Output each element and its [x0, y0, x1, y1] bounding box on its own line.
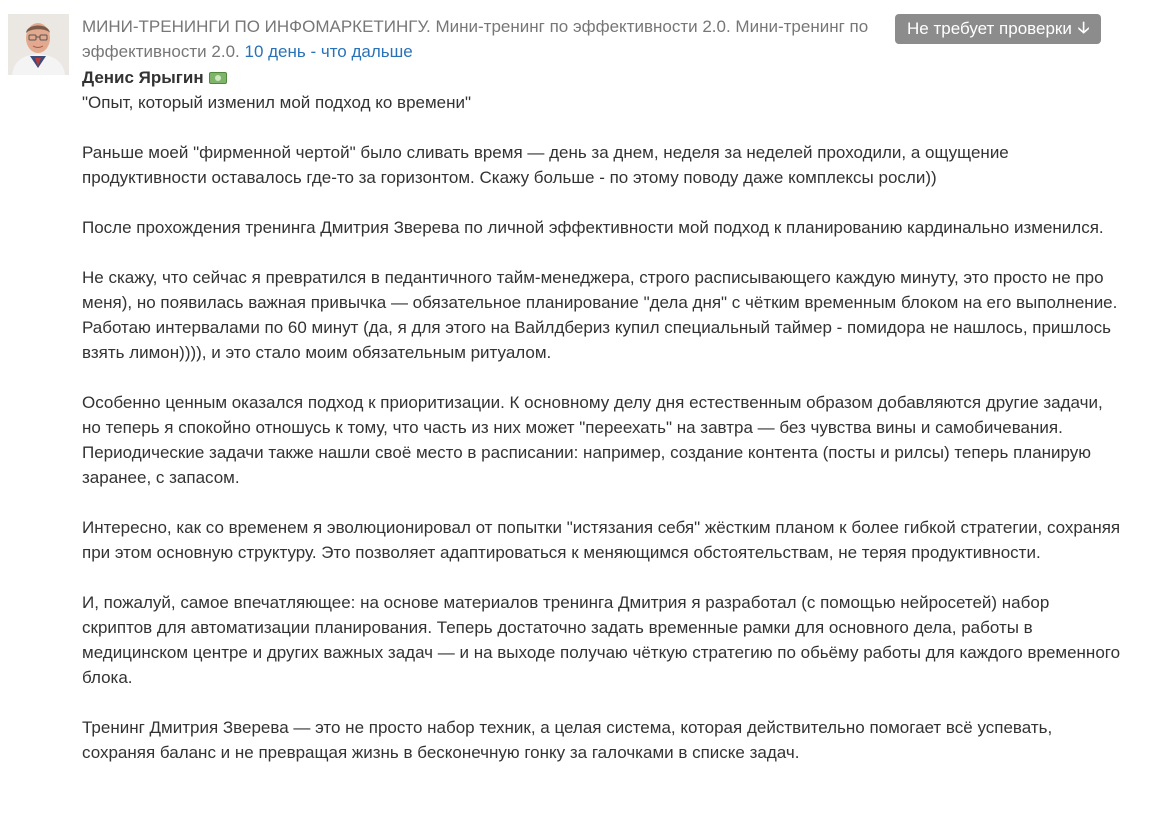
paragraph-title: "Опыт, который изменил мой подход ко времени"	[82, 93, 472, 112]
paragraph: Не скажу, что сейчас я превратился в педантичного тайм-менеджера, строго расписывающего каждую минуту, это просто не про меня), но появилась важная привычка — обязательное планирование "дела дня" с чётким временным блоком на его выполнение. Работаю интервалами по 60 минут (да, я для этого на Вайлдбериз купил специальный таймер - помидора не нашлось, пришлось взять лимон)))), и это стало моим обязательным ритуалом.	[82, 268, 1118, 362]
paragraph: Особенно ценным оказался подход к приоритизации. К основному делу дня естественным образом добавляются другие задачи, но теперь я спокойно отношусь к тому, что часть из них может "переехать" на завтра — без чувства вины и самобичевания. Периодические задачи также нашли своё место в расписании: например, создание контента (посты и рилсы) теперь планирую заранее, с запасом.	[82, 393, 1103, 487]
author-name[interactable]: Денис Ярыгин	[82, 68, 204, 87]
breadcrumb-lesson-link[interactable]: 10 день - что дальше	[244, 42, 413, 61]
post-content	[82, 14, 1122, 790]
paragraph: Интересно, как со временем я эволюционировал от попытки "истязания себя" жёстким планом к более гибкой стратегии, сохраняя при этом основную структуру. Это позволяет адаптироваться к меняющимся обстоятельствам, не теряя продуктивности.	[82, 518, 1121, 562]
review-status-label: Не требует проверки	[907, 19, 1072, 38]
paragraph: Раньше моей "фирменной чертой" было сливать время — день за днем, неделя за неделей проходили, а ощущение продуктивности оставалось где-то за горизонтом. Скажу больше - по этому поводу даже комплексы росли))	[82, 143, 1009, 187]
avatar-image	[8, 14, 69, 75]
money-icon	[209, 72, 227, 84]
review-status-button[interactable]	[895, 14, 1101, 44]
avatar[interactable]	[8, 14, 69, 75]
paragraph: Тренинг Дмитрия Зверева — это не просто набор техник, а целая система, которая действительно помогает всё успевать, сохраняя баланс и не превращая жизнь в бесконечную гонку за галочками в списке задач.	[82, 718, 1053, 762]
paragraph: После прохождения тренинга Дмитрия Зверева по личной эффективности мой подход к планированию кардинально изменился.	[82, 218, 1104, 237]
breadcrumb	[82, 14, 902, 64]
paragraph: И, пожалуй, самое впечатляющее: на основе материалов тренинга Дмитрия я разработал (с помощью нейросетей) набор скриптов для автоматизации планирования. Теперь достаточно задать временные рамки для основного дела, работы в медицинском центре и других важных задач — и на выходе получаю чёткую стратегию по обьёму работы для каждого временного блока.	[82, 593, 1121, 687]
author-row	[82, 65, 1122, 90]
breadcrumb-path: МИНИ-ТРЕНИНГИ ПО ИНФОМАРКЕТИНГУ. Мини-тренинг по эффективности 2.0. Мини-тренинг по эффективности 2.0.	[82, 17, 869, 61]
arrow-down-icon: 🡣	[1077, 20, 1090, 37]
post-body	[82, 90, 1122, 765]
